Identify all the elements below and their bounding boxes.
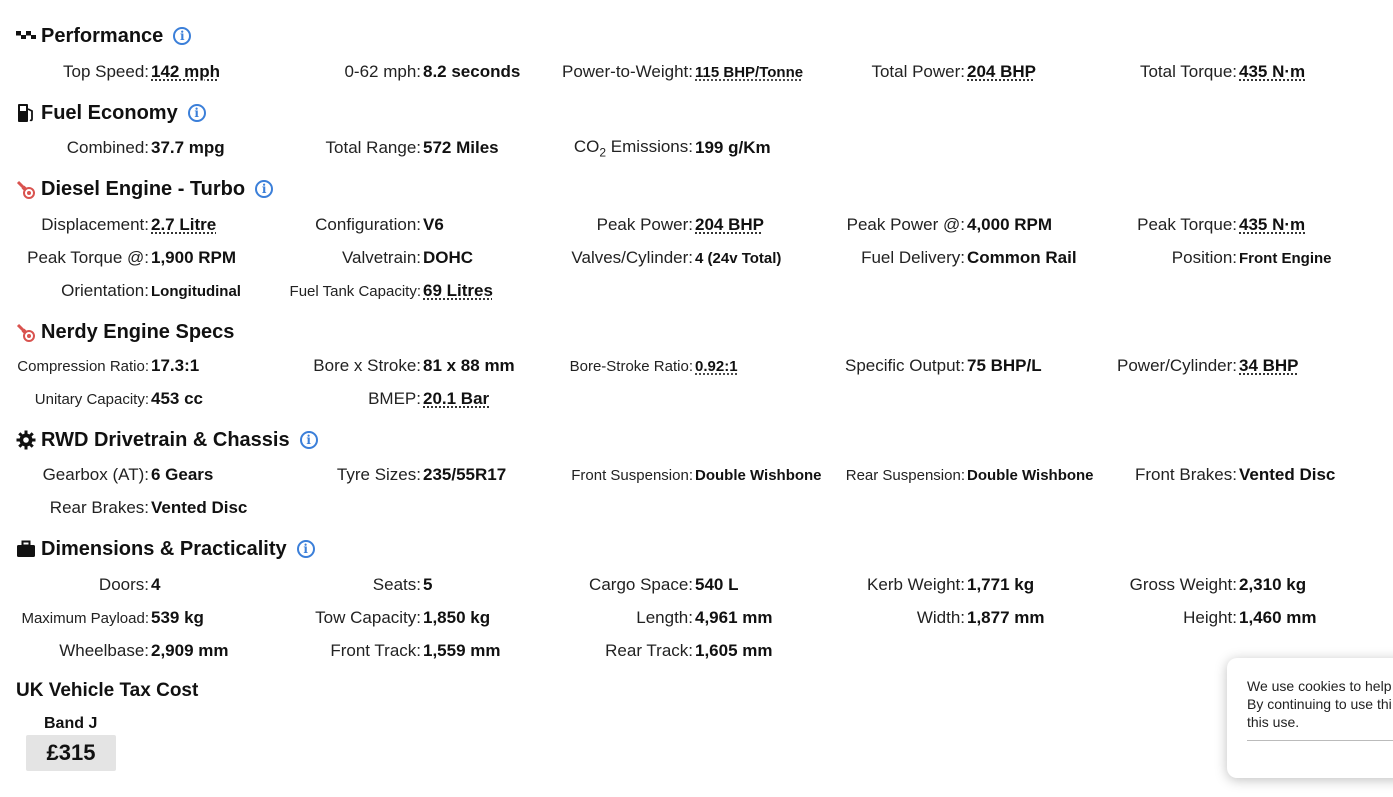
spec-label: Front Track: — [330, 641, 421, 660]
spec-label: Peak Power: — [596, 215, 693, 234]
dimensions-row-2 — [0, 606, 1393, 630]
spec-value[interactable]: 435 N·m — [1239, 215, 1306, 234]
spec-label: Tow Capacity: — [315, 608, 421, 627]
spark-plug-icon — [16, 179, 36, 199]
spec-label: Rear Brakes: — [49, 498, 149, 517]
spec-value[interactable]: 34 BHP — [1239, 356, 1299, 375]
fuel-pump-icon — [16, 103, 36, 123]
fuel-title: Fuel Economy — [41, 101, 178, 124]
spec-label: Kerb Weight: — [867, 575, 965, 594]
spark-plug-icon — [16, 322, 36, 342]
spec-label — [574, 137, 693, 159]
spec-label: Height: — [1183, 608, 1237, 627]
fuel-row-1 — [0, 136, 1393, 160]
checkered-flag-icon — [16, 26, 36, 46]
drivetrain-row-2 — [0, 496, 1393, 520]
cookie-divider — [1247, 740, 1393, 741]
tax-price-badge: £315 — [26, 735, 116, 771]
spec-label: Total Torque: — [1139, 62, 1237, 81]
spec-label: Wheelbase: — [59, 641, 149, 660]
tax-title: UK Vehicle Tax Cost — [16, 680, 199, 701]
spec-label: Unitary Capacity: — [34, 390, 149, 408]
spec-label: Bore x Stroke: — [313, 356, 421, 375]
spec-label: Fuel Delivery: — [861, 248, 965, 267]
cookie-text — [1247, 677, 1393, 731]
spec-value: Common Rail — [967, 248, 1077, 267]
emissions-text: Emissions: — [606, 136, 693, 156]
drivetrain-heading — [16, 427, 318, 453]
spec-value: V6 — [423, 215, 444, 234]
spec-value[interactable]: 204 BHP — [695, 215, 764, 234]
engine-row-2 — [0, 246, 1393, 270]
spec-value[interactable]: 142 mph — [151, 62, 220, 81]
spec-value: Vented Disc — [1239, 465, 1336, 484]
spec-value[interactable]: 204 BHP — [967, 62, 1036, 81]
spec-value: 1,900 RPM — [151, 248, 237, 267]
engine-row-3 — [0, 279, 1393, 303]
cookie-notice — [1227, 658, 1393, 778]
drivetrain-row-1 — [0, 463, 1393, 487]
spec-value: 75 BHP/L — [967, 356, 1042, 375]
info-icon[interactable]: i — [188, 104, 206, 122]
performance-row-1 — [0, 60, 1393, 84]
spec-label: Gearbox (AT): — [42, 465, 149, 484]
cookie-line-1: We use cookies to help — [1247, 678, 1392, 694]
spec-label: Peak Torque: — [1137, 215, 1237, 234]
spec-value: 1,771 kg — [967, 575, 1035, 594]
spec-value: 17.3:1 — [151, 356, 200, 375]
spec-value: 1,850 kg — [423, 608, 491, 627]
spec-value: 4 (24v Total) — [695, 249, 782, 267]
spec-value: 1,460 mm — [1239, 608, 1317, 627]
spec-label: Cargo Space: — [589, 575, 693, 594]
gear-icon — [16, 430, 36, 450]
spec-value[interactable]: 69 Litres — [423, 281, 493, 300]
spec-value: 2,310 kg — [1239, 575, 1307, 594]
spec-value: DOHC — [423, 248, 474, 267]
cookie-line-3: this use. — [1247, 714, 1300, 730]
spec-label: Peak Power @: — [846, 215, 965, 234]
nerdy-row-1 — [0, 354, 1393, 378]
info-icon[interactable]: i — [297, 540, 315, 558]
spec-label: Specific Output: — [844, 356, 965, 375]
spec-label: Valves/Cylinder: — [571, 248, 693, 267]
performance-heading — [16, 23, 191, 49]
spec-label: Length: — [636, 608, 693, 627]
spec-label: Peak Torque @: — [27, 248, 149, 267]
spec-label: Total Range: — [325, 138, 421, 157]
spec-value: 1,605 mm — [695, 641, 773, 660]
fuel-heading — [16, 100, 206, 126]
spec-label: Fuel Tank Capacity: — [289, 282, 421, 300]
co2-text: CO — [573, 136, 600, 156]
nerdy-row-2 — [0, 387, 1393, 411]
spec-label: Width: — [916, 608, 965, 627]
spec-value: 4 — [151, 575, 161, 594]
spec-value: 199 g/Km — [695, 138, 771, 157]
dimensions-title: Dimensions & Practicality — [41, 537, 287, 560]
spec-value: 540 L — [695, 575, 739, 594]
dimensions-heading — [16, 536, 315, 562]
spec-value: 8.2 seconds — [423, 62, 521, 81]
engine-title: Diesel Engine - Turbo — [41, 177, 246, 200]
spec-value: Front Engine — [1239, 249, 1332, 267]
spec-label: Doors: — [98, 575, 149, 594]
info-icon[interactable]: i — [173, 27, 191, 45]
spec-label: Position: — [1171, 248, 1237, 267]
cookie-line-2: By continuing to use thi — [1247, 696, 1392, 712]
spec-value: 6 Gears — [151, 465, 214, 484]
spec-label: Rear Suspension: — [845, 466, 965, 484]
spec-label: Seats: — [372, 575, 421, 594]
info-icon[interactable]: i — [300, 431, 318, 449]
spec-label: Displacement: — [41, 215, 149, 234]
spec-value[interactable]: 20.1 Bar — [423, 389, 490, 408]
spec-value[interactable]: 115 BHP/Tonne — [695, 63, 804, 81]
spec-label: 0-62 mph: — [344, 62, 421, 81]
spec-label: Tyre Sizes: — [336, 465, 421, 484]
spec-label: Gross Weight: — [1129, 575, 1237, 594]
spec-value: 572 Miles — [423, 138, 499, 157]
spec-value: 37.7 mpg — [151, 138, 225, 157]
spec-value: 4,000 RPM — [967, 215, 1053, 234]
info-icon[interactable]: i — [255, 180, 273, 198]
nerdy-heading — [16, 319, 234, 345]
spec-value: Double Wishbone — [695, 466, 822, 484]
spec-value[interactable]: 0.92:1 — [695, 357, 738, 375]
spec-value: Vented Disc — [151, 498, 248, 517]
spec-value: 81 x 88 mm — [423, 356, 515, 375]
spec-label: Compression Ratio: — [17, 357, 149, 375]
spec-value: 4,961 mm — [695, 608, 773, 627]
spec-value: 453 cc — [151, 389, 203, 408]
spec-label: Front Brakes: — [1134, 465, 1237, 484]
spec-label: Total Power: — [871, 62, 965, 81]
spec-label: Top Speed: — [62, 62, 149, 81]
spec-value: 235/55R17 — [423, 465, 507, 484]
spec-label: Power-to-Weight: — [561, 62, 693, 81]
engine-row-1 — [0, 213, 1393, 237]
spec-label: BMEP: — [368, 389, 421, 408]
spec-value[interactable]: 435 N·m — [1239, 62, 1306, 81]
spec-label: Combined: — [66, 138, 149, 157]
spec-value: Double Wishbone — [967, 466, 1094, 484]
spec-value: 5 — [423, 575, 433, 594]
spec-value: 2,909 mm — [151, 641, 229, 660]
spec-label: Rear Track: — [605, 641, 693, 660]
performance-title: Performance — [41, 24, 164, 47]
nerdy-title: Nerdy Engine Specs — [41, 320, 235, 343]
spec-value: 1,877 mm — [967, 608, 1045, 627]
spec-label: Bore-Stroke Ratio: — [569, 357, 693, 375]
dimensions-row-3 — [0, 639, 1393, 663]
spec-label: Power/Cylinder: — [1117, 356, 1237, 375]
spec-value[interactable]: 2.7 Litre — [151, 215, 217, 234]
briefcase-icon — [16, 539, 36, 559]
tax-band-label: Band J — [44, 715, 98, 732]
dimensions-row-1 — [0, 573, 1393, 597]
spec-value: Longitudinal — [151, 282, 241, 300]
spec-label: Configuration: — [315, 215, 421, 234]
spec-value: 1,559 mm — [423, 641, 501, 660]
engine-heading — [16, 176, 273, 202]
spec-label: Orientation: — [61, 281, 149, 300]
co2-subscript: 2 — [599, 145, 607, 160]
spec-label: Maximum Payload: — [21, 609, 149, 627]
spec-value: 539 kg — [151, 608, 204, 627]
drivetrain-title: RWD Drivetrain & Chassis — [41, 428, 290, 451]
spec-label: Valvetrain: — [341, 248, 421, 267]
spec-label: Front Suspension: — [571, 466, 693, 484]
